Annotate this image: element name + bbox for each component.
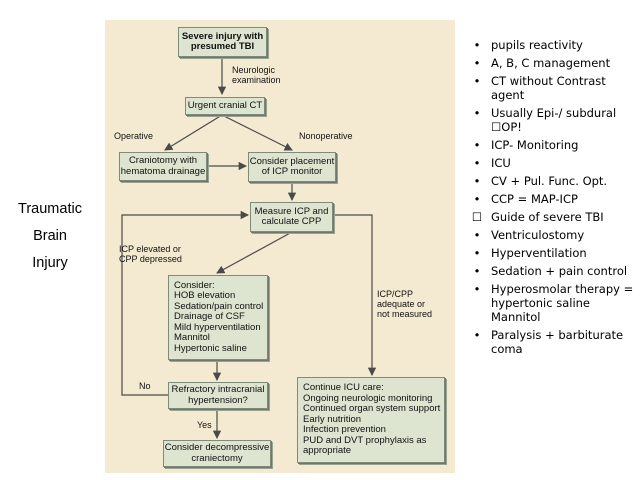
box-line: Mild hyperventilation <box>174 321 261 333</box>
bullet-item <box>470 106 640 134</box>
box-line: Continued organ system support <box>303 403 441 415</box>
box-severe-injury <box>178 27 267 57</box>
box-line: Ongoing neurologic monitoring <box>303 392 433 404</box>
arrow-measure-to-consider <box>217 232 292 273</box>
side-title <box>0 196 100 277</box>
bullet-text: CCP = MAP-ICP <box>491 192 578 206</box>
bullet-item <box>470 38 640 52</box>
box-line: Mannitol <box>174 332 210 344</box>
label-line: adequate or <box>377 299 426 309</box>
box-line: appropriate <box>303 445 352 457</box>
box-consider <box>168 275 268 360</box>
bullet-marker: • <box>473 138 481 152</box>
label-icp-elevated <box>119 244 182 264</box>
label-line: ICP elevated or <box>119 244 181 254</box>
bullet-item <box>470 264 640 278</box>
bullet-text: Ventriculostomy <box>491 228 585 242</box>
label-line: Neurologic <box>232 65 276 75</box>
label-operative: Operative <box>114 131 154 141</box>
bullet-text: Usually Epi-/ subdural ☐OP! <box>491 106 617 134</box>
bullet-item <box>470 328 640 356</box>
bullet-marker: • <box>473 106 481 120</box>
box-line: of ICP monitor <box>261 166 323 177</box>
bullet-text: Hyperosmolar therapy = hypertonic saline Mannitol <box>491 282 634 324</box>
box-line: Urgent cranial CT <box>187 99 263 111</box>
bullet-item <box>470 282 640 324</box>
box-craniotomy <box>119 152 207 181</box>
box-measure-icp <box>250 202 333 232</box>
bullet-marker: • <box>473 192 481 206</box>
box-line: Craniotomy with <box>128 155 198 166</box>
box-line: HOB elevation <box>174 290 236 302</box>
box-line: Infection prevention <box>303 424 386 436</box>
label-nonoperative: Nonoperative <box>299 131 353 141</box>
bullet-item <box>470 74 640 102</box>
bullet-text: CT without Contrast agent <box>491 74 606 102</box>
box-icp-monitor <box>248 152 336 182</box>
notes-bullet-list <box>470 38 640 360</box>
bullet-marker: • <box>473 264 481 278</box>
side-title-line: Traumatic <box>18 201 82 217</box>
box-line: Consider: <box>174 279 215 291</box>
label-icp-adequate <box>377 289 432 319</box>
bullet-text: Sedation + pain control <box>491 264 628 278</box>
label-line: ICP/CPP <box>377 289 414 299</box>
box-line: presumed TBI <box>190 41 255 52</box>
bullet-item <box>470 156 640 170</box>
box-line: Sedation/pain control <box>174 300 264 312</box>
box-line: calculate CPP <box>261 216 322 227</box>
bullet-item <box>470 192 640 206</box>
bullet-text: Guide of severe TBI <box>491 210 604 224</box>
box-line: Consider placement <box>249 155 335 167</box>
bullet-marker: • <box>473 56 481 70</box>
bullet-text: ICU <box>491 156 511 170</box>
tbi-flowchart <box>105 20 455 473</box>
box-line: craniectomy <box>191 452 243 464</box>
box-line: Severe injury with <box>181 30 264 42</box>
bullet-marker: • <box>473 38 481 52</box>
box-line: Drainage of CSF <box>174 311 245 323</box>
label-no: No <box>139 381 151 391</box>
bullet-marker: • <box>473 328 481 342</box>
box-decompressive <box>163 440 271 467</box>
box-refractory <box>168 382 268 409</box>
box-line: Early nutrition <box>303 413 362 425</box>
arrow-ct-to-craniotomy <box>165 115 222 150</box>
side-title-line: Brain <box>33 228 67 244</box>
bullet-item <box>470 246 640 260</box>
bullet-item <box>470 210 640 224</box>
bullet-text: Hyperventilation <box>491 246 587 260</box>
label-neurologic-exam <box>232 65 281 85</box>
bullet-item <box>470 174 640 188</box>
label-line: CPP depressed <box>119 254 182 264</box>
bullet-text: pupils reactivity <box>491 38 583 52</box>
box-line: Continue ICU care: <box>303 382 384 394</box>
box-line: hematoma drainage <box>120 165 206 177</box>
label-line: not measured <box>377 309 433 319</box>
box-line: Consider decompressive <box>164 442 270 453</box>
bullet-text: Paralysis + barbiturate coma <box>491 328 624 356</box>
bullet-item <box>470 56 640 70</box>
bullet-text: ICP- Monitoring <box>491 138 579 152</box>
bullet-marker: • <box>473 228 481 242</box>
box-urgent-ct <box>185 97 265 115</box>
bullet-marker: • <box>473 174 481 188</box>
label-yes: Yes <box>197 420 212 430</box>
box-line: Hypertonic saline <box>174 342 247 354</box>
arrow-ct-to-icp-monitor <box>222 115 292 150</box>
box-line: Measure ICP and <box>254 205 329 217</box>
bullet-item <box>470 138 640 152</box>
bullet-text: CV + Pul. Func. Opt. <box>491 174 608 188</box>
bullet-marker: • <box>473 156 481 170</box>
bullet-marker: ☐ <box>471 210 483 224</box>
box-line: Refractory intracranial <box>171 384 265 395</box>
bullet-item <box>470 228 640 242</box>
arrow-measure-to-continue-icu <box>333 215 372 375</box>
bullet-marker: • <box>473 74 481 88</box>
label-line: examination <box>232 75 281 85</box>
side-title-line: Injury <box>32 255 68 271</box>
box-line: PUD and DVT prophylaxis as <box>303 434 427 446</box>
bullet-text: A, B, C management <box>491 56 611 70</box>
bullet-marker: • <box>473 282 481 296</box>
bullet-marker: • <box>473 246 481 260</box>
box-continue-icu <box>297 377 445 463</box>
box-line: hypertension? <box>188 394 248 406</box>
